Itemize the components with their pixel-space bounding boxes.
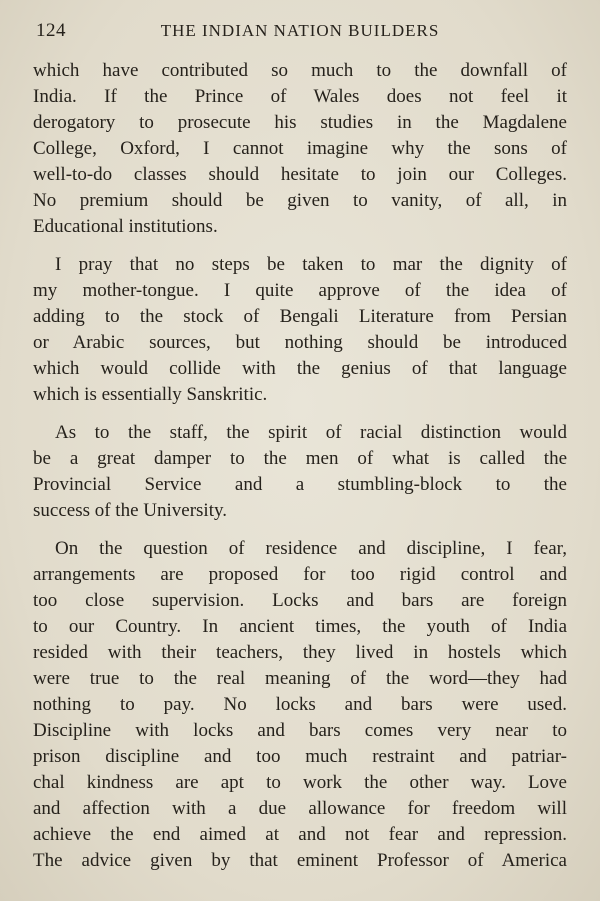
body-text — [33, 58, 567, 886]
paragraph — [33, 420, 567, 524]
text-line: As to the staff, the spirit of racial distinction would — [55, 422, 567, 443]
text-line: which would collide with the genius of that language — [33, 358, 567, 379]
text-line: arrangements are proposed for too rigid control and — [33, 564, 567, 585]
text-line: No premium should be given to vanity, of all, in — [33, 190, 567, 211]
text-line: India. If the Prince of Wales does not feel it — [33, 86, 567, 107]
text-line: and affection with a due allowance for freedom will — [33, 798, 567, 819]
text-line: which have contributed so much to the downfall of — [33, 60, 567, 81]
text-line: my mother-tongue. I quite approve of the idea of — [33, 280, 567, 301]
text-line: to our Country. In ancient times, the youth of India — [33, 616, 567, 637]
page-number: 124 — [36, 20, 66, 41]
text-line: well-to-do classes should hesitate to join our Colleges. — [33, 164, 567, 185]
text-line: nothing to pay. No locks and bars were used. — [33, 694, 567, 715]
text-line: Educational institutions. — [33, 216, 218, 237]
text-line: resided with their teachers, they lived in hostels which — [33, 642, 567, 663]
text-line: were true to the real meaning of the word—they had — [33, 668, 567, 689]
running-head: THE INDIAN NATION BUILDERS — [160, 21, 440, 40]
text-line: Discipline with locks and bars comes very near to — [33, 720, 567, 741]
text-line: success of the University. — [33, 500, 227, 521]
text-line: be a great damper to the men of what is called the — [33, 448, 567, 469]
text-line: too close supervision. Locks and bars are foreign — [33, 590, 567, 611]
text-line: which is essentially Sanskritic. — [33, 384, 268, 405]
paragraph — [33, 58, 567, 240]
text-line: The advice given by that eminent Professor of America — [33, 850, 567, 871]
text-line: adding to the stock of Bengali Literature from Persian — [33, 306, 567, 327]
paragraph — [33, 252, 567, 408]
text-line: Provincial Service and a stumbling-block to the — [33, 474, 567, 495]
paragraph — [33, 536, 567, 874]
text-line: College, Oxford, I cannot imagine why the sons of — [33, 138, 567, 159]
text-line: On the question of residence and discipline, I fear, — [55, 538, 567, 559]
text-line: prison discipline and too much restraint and patriar- — [33, 746, 567, 767]
text-line: or Arabic sources, but nothing should be introduced — [33, 332, 567, 353]
text-line: derogatory to prosecute his studies in the Magdalene — [33, 112, 567, 133]
text-line: chal kindness are apt to work the other way. Love — [33, 772, 567, 793]
text-line: achieve the end aimed at and not fear and repression. — [33, 824, 567, 845]
text-line: I pray that no steps be taken to mar the dignity of — [55, 254, 567, 275]
page-header — [36, 20, 564, 44]
